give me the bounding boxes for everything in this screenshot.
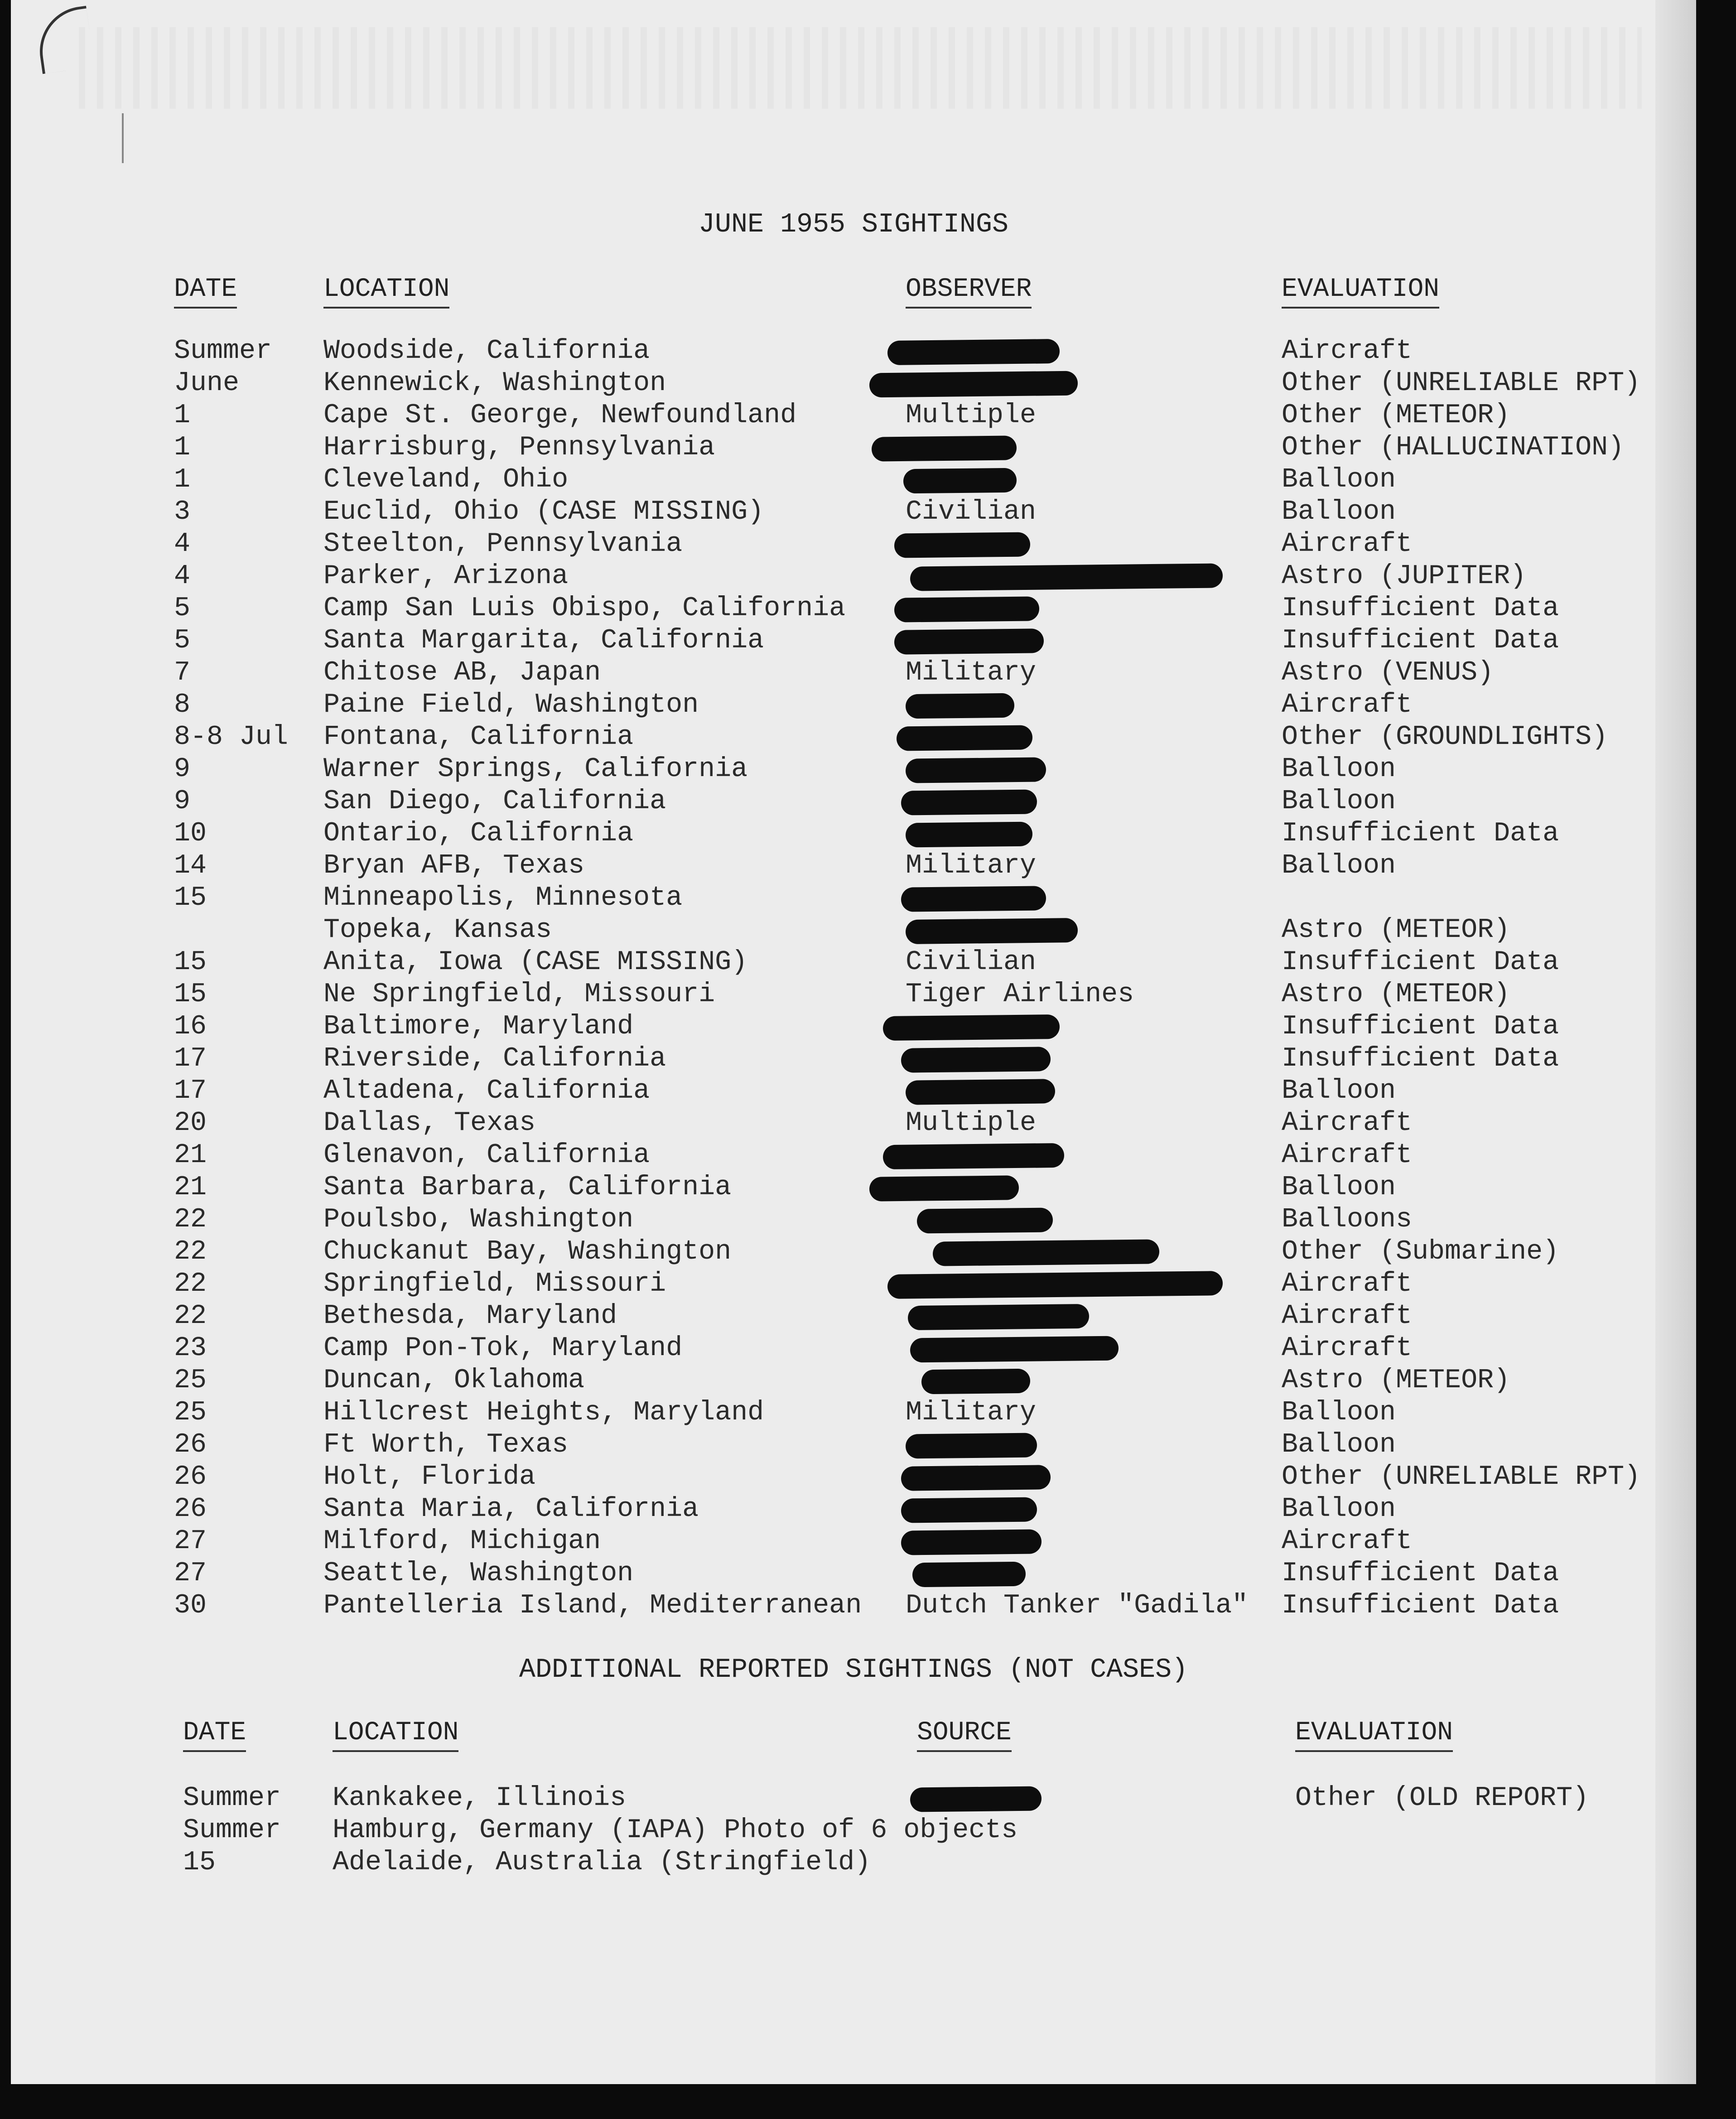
row-location: Duncan, Oklahoma <box>323 1365 585 1396</box>
row-location: Ontario, California <box>323 818 634 849</box>
row-evaluation: Balloon <box>1282 464 1396 495</box>
row-location: Camp Pon-Tok, Maryland <box>323 1333 683 1364</box>
table-row <box>11 1204 1696 1236</box>
row-location: Cape St. George, Newfoundland <box>323 400 797 431</box>
row-evaluation: Balloon <box>1282 786 1396 817</box>
table-row <box>11 593 1696 625</box>
row-observer: Multiple <box>906 400 1037 431</box>
redaction-bar <box>901 1465 1051 1491</box>
row-date: 26 <box>174 1429 207 1460</box>
row-date: 21 <box>174 1172 207 1203</box>
row-date: 1 <box>174 464 191 495</box>
row-date: 26 <box>174 1462 207 1492</box>
table-row <box>11 882 1696 914</box>
table-row <box>11 1590 1696 1622</box>
table-row <box>11 335 1696 367</box>
row-date: 21 <box>174 1140 207 1171</box>
row-evaluation: Aircraft <box>1282 529 1413 560</box>
row-evaluation: Insufficient Data <box>1282 1590 1559 1621</box>
redaction-bar <box>906 918 1078 944</box>
row-location: Santa Barbara, California <box>323 1172 732 1203</box>
row-location: Topeka, Kansas <box>323 915 552 946</box>
table-row <box>11 1782 1696 1815</box>
row-evaluation: Balloon <box>1282 1076 1396 1106</box>
row-location: Euclid, Ohio (CASE MISSING) <box>323 497 764 527</box>
scan-border <box>0 2084 1736 2119</box>
table-row <box>11 1139 1696 1172</box>
row-location: Ne Springfield, Missouri <box>323 979 715 1010</box>
row-location: Kennewick, Washington <box>323 368 666 399</box>
table-row <box>11 689 1696 721</box>
row-evaluation: Balloon <box>1282 497 1396 527</box>
row-location: Minneapolis, Minnesota <box>323 883 683 913</box>
table-row <box>11 1332 1696 1365</box>
row-evaluation: Aircraft <box>1282 1140 1413 1171</box>
redaction-bar <box>869 371 1078 398</box>
row-evaluation: Balloon <box>1282 850 1396 881</box>
row-date: 15 <box>174 883 207 913</box>
redaction-bar <box>908 1304 1090 1330</box>
row-evaluation: Balloon <box>1282 1429 1396 1460</box>
row-evaluation: Aircraft <box>1282 690 1413 720</box>
row-location: Altadena, California <box>323 1076 650 1106</box>
table-row <box>11 1493 1696 1525</box>
row-location: Camp San Luis Obispo, California <box>323 593 846 624</box>
row-location: Glenavon, California <box>323 1140 650 1171</box>
table-row <box>11 1558 1696 1590</box>
table-row <box>11 496 1696 528</box>
row-location: Warner Springs, California <box>323 754 748 785</box>
row-location: Paine Field, Washington <box>323 690 699 720</box>
table-row <box>11 1461 1696 1493</box>
row-date: 15 <box>174 979 207 1010</box>
row-evaluation: Insufficient Data <box>1282 625 1559 656</box>
row-date: 25 <box>174 1365 207 1396</box>
row-date: 5 <box>174 625 191 656</box>
table-row <box>11 1815 1696 1847</box>
table-row <box>11 753 1696 786</box>
row-location: Holt, Florida <box>323 1462 536 1492</box>
table-row <box>11 1268 1696 1300</box>
row-date: Summer <box>183 1783 281 1814</box>
row-date: 17 <box>174 1043 207 1074</box>
row-evaluation: Other (GROUNDLIGHTS) <box>1282 722 1608 753</box>
redaction-bar <box>897 725 1033 751</box>
redaction-bar <box>901 1529 1042 1555</box>
row-location: Hillcrest Heights, Maryland <box>323 1397 764 1428</box>
table-row <box>11 1172 1696 1204</box>
row-location: Chuckanut Bay, Washington <box>323 1236 732 1267</box>
row-location: Springfield, Missouri <box>323 1269 666 1299</box>
table-row <box>11 1107 1696 1139</box>
row-evaluation: Balloon <box>1282 1494 1396 1525</box>
row-date: 20 <box>174 1108 207 1139</box>
row-location: Pantelleria Island, Mediterranean <box>323 1590 862 1621</box>
row-date: 15 <box>183 1847 216 1878</box>
row-date: Summer <box>174 336 272 367</box>
table-row <box>11 979 1696 1011</box>
table-row <box>11 464 1696 496</box>
row-date: 15 <box>174 947 207 978</box>
document-page <box>11 0 1696 2084</box>
row-date: 22 <box>174 1301 207 1332</box>
margin-tick-mark <box>122 113 124 163</box>
row-evaluation: Insufficient Data <box>1282 1558 1559 1589</box>
row-date: June <box>174 368 240 399</box>
header-location: LOCATION <box>323 275 449 309</box>
row-evaluation: Aircraft <box>1282 1526 1413 1557</box>
row-evaluation: Balloon <box>1282 1397 1396 1428</box>
redaction-bar <box>910 1336 1119 1363</box>
row-observer: Military <box>906 850 1037 881</box>
row-location: Adelaide, Australia (Stringfield) <box>333 1847 871 1878</box>
row-evaluation: Aircraft <box>1282 1108 1413 1139</box>
row-evaluation: Insufficient Data <box>1282 1011 1559 1042</box>
table-row <box>11 560 1696 593</box>
redaction-bar <box>894 628 1044 654</box>
row-date: 4 <box>174 529 191 560</box>
redaction-bar <box>906 1079 1056 1105</box>
row-date: 25 <box>174 1397 207 1428</box>
row-date: 14 <box>174 850 207 881</box>
row-location: Parker, Arizona <box>323 561 569 592</box>
row-evaluation: Other (UNRELIABLE RPT) <box>1282 1462 1641 1492</box>
redaction-bar <box>933 1239 1160 1266</box>
page-title: JUNE 1955 SIGHTINGS <box>698 209 1009 240</box>
row-evaluation: Other (METEOR) <box>1282 400 1510 431</box>
table-row <box>11 1365 1696 1397</box>
row-date: 22 <box>174 1269 207 1299</box>
row-location: Chitose AB, Japan <box>323 657 601 688</box>
row-location: Seattle, Washington <box>323 1558 634 1589</box>
row-location: Anita, Iowa (CASE MISSING) <box>323 947 748 978</box>
row-evaluation: Insufficient Data <box>1282 947 1559 978</box>
row-location: San Diego, California <box>323 786 666 817</box>
row-observer: Tiger Airlines <box>906 979 1134 1010</box>
row-location: Dallas, Texas <box>323 1108 536 1139</box>
row-date: 8 <box>174 690 191 720</box>
row-date: 1 <box>174 400 191 431</box>
redaction-bar <box>921 1369 1031 1395</box>
table-row <box>11 1847 1696 1879</box>
row-date: 30 <box>174 1590 207 1621</box>
table-row <box>11 367 1696 400</box>
table-row <box>11 1429 1696 1461</box>
redaction-bar <box>910 563 1223 591</box>
header-date: DATE <box>174 275 237 309</box>
row-location: Hamburg, Germany (IAPA) Photo of 6 objects <box>333 1815 1018 1846</box>
row-location: Fontana, California <box>323 722 634 753</box>
table-row <box>11 914 1696 946</box>
redaction-bar <box>894 596 1040 622</box>
table-row <box>11 400 1696 432</box>
row-date: 22 <box>174 1204 207 1235</box>
row-date: 1 <box>174 432 191 463</box>
additional-header-date: DATE <box>183 1718 246 1752</box>
row-evaluation: Insufficient Data <box>1282 818 1559 849</box>
row-evaluation: Aircraft <box>1282 1301 1413 1332</box>
redaction-bar <box>917 1207 1053 1233</box>
table-row <box>11 528 1696 560</box>
row-evaluation: Insufficient Data <box>1282 593 1559 624</box>
table-row <box>11 721 1696 753</box>
row-evaluation: Insufficient Data <box>1282 1043 1559 1074</box>
row-evaluation: Astro (METEOR) <box>1282 979 1510 1010</box>
table-row <box>11 1397 1696 1429</box>
row-date: Summer <box>183 1815 281 1846</box>
row-location: Ft Worth, Texas <box>323 1429 569 1460</box>
row-location: Harrisburg, Pennsylvania <box>323 432 715 463</box>
redaction-bar <box>906 1433 1037 1458</box>
table-row <box>11 1075 1696 1107</box>
row-date: 10 <box>174 818 207 849</box>
table-row <box>11 625 1696 657</box>
row-date: 26 <box>174 1494 207 1525</box>
table-row <box>11 1525 1696 1558</box>
row-evaluation: Astro (JUPITER) <box>1282 561 1527 592</box>
redaction-bar <box>906 693 1015 719</box>
row-location: Baltimore, Maryland <box>323 1011 634 1042</box>
row-evaluation: Astro (METEOR) <box>1282 915 1510 946</box>
row-location: Woodside, California <box>323 336 650 367</box>
redaction-bar <box>887 1271 1223 1299</box>
row-location: Cleveland, Ohio <box>323 464 569 495</box>
row-evaluation: Astro (METEOR) <box>1282 1365 1510 1396</box>
row-location: Bethesda, Maryland <box>323 1301 617 1332</box>
row-evaluation: Other (OLD REPORT) <box>1295 1783 1589 1814</box>
additional-header-source: SOURCE <box>917 1718 1012 1752</box>
redaction-bar <box>901 789 1037 815</box>
table-row <box>11 657 1696 689</box>
redaction-bar <box>869 1175 1019 1201</box>
redaction-bar <box>910 1786 1042 1812</box>
row-observer: Military <box>906 1397 1037 1428</box>
row-date: 9 <box>174 786 191 817</box>
table-row <box>11 850 1696 882</box>
row-location: Riverside, California <box>323 1043 666 1074</box>
table-row <box>11 1236 1696 1268</box>
additional-header-location: LOCATION <box>333 1718 458 1752</box>
table-row <box>11 818 1696 850</box>
row-date: 9 <box>174 754 191 785</box>
row-evaluation: Balloons <box>1282 1204 1413 1235</box>
row-observer: Civilian <box>906 497 1037 527</box>
row-evaluation: Other (HALLUCINATION) <box>1282 432 1625 463</box>
row-date: 16 <box>174 1011 207 1042</box>
row-date: 7 <box>174 657 191 688</box>
corner-scan-mark <box>34 6 95 74</box>
row-observer: Civilian <box>906 947 1037 978</box>
row-location: Poulsbo, Washington <box>323 1204 634 1235</box>
row-date: 27 <box>174 1558 207 1589</box>
table-row <box>11 432 1696 464</box>
row-evaluation: Balloon <box>1282 1172 1396 1203</box>
redaction-bar <box>894 532 1031 558</box>
row-evaluation: Balloon <box>1282 754 1396 785</box>
additional-header-evaluation: EVALUATION <box>1295 1718 1453 1752</box>
row-location: Milford, Michigan <box>323 1526 601 1557</box>
row-evaluation: Aircraft <box>1282 1333 1413 1364</box>
header-observer: OBSERVER <box>906 275 1032 309</box>
row-date: 27 <box>174 1526 207 1557</box>
table-row <box>11 1011 1696 1043</box>
table-row <box>11 946 1696 979</box>
redaction-bar <box>872 435 1017 461</box>
table-row <box>11 786 1696 818</box>
redaction-bar <box>887 339 1060 365</box>
row-evaluation: Aircraft <box>1282 1269 1413 1299</box>
row-observer: Military <box>906 657 1037 688</box>
header-evaluation: EVALUATION <box>1282 275 1439 309</box>
redaction-bar <box>903 468 1017 494</box>
redaction-bar <box>906 822 1033 848</box>
row-location: Santa Maria, California <box>323 1494 699 1525</box>
table-row <box>11 1043 1696 1075</box>
row-location: Steelton, Pennsylvania <box>323 529 683 560</box>
row-observer: Multiple <box>906 1108 1037 1139</box>
redaction-bar <box>901 1497 1037 1523</box>
redaction-bar <box>883 1143 1065 1169</box>
row-evaluation: Aircraft <box>1282 336 1413 367</box>
row-observer: Dutch Tanker "Gadila" <box>906 1590 1249 1621</box>
row-date: 5 <box>174 593 191 624</box>
row-evaluation: Other (UNRELIABLE RPT) <box>1282 368 1641 399</box>
row-date: 3 <box>174 497 191 527</box>
row-location: Kankakee, Illinois <box>333 1783 627 1814</box>
row-evaluation: Other (Submarine) <box>1282 1236 1559 1267</box>
row-date: 8-8 Jul <box>174 722 289 753</box>
additional-section-title: ADDITIONAL REPORTED SIGHTINGS (NOT CASES) <box>519 1655 1188 1685</box>
row-location: Santa Margarita, California <box>323 625 764 656</box>
redaction-bar <box>901 1047 1051 1072</box>
redaction-bar <box>901 886 1046 912</box>
row-date: 17 <box>174 1076 207 1106</box>
row-date: 4 <box>174 561 191 592</box>
row-date: 22 <box>174 1236 207 1267</box>
row-evaluation: Astro (VENUS) <box>1282 657 1494 688</box>
redaction-bar <box>883 1014 1060 1041</box>
redaction-bar <box>906 757 1046 783</box>
redaction-bar <box>912 1562 1026 1588</box>
row-location: Bryan AFB, Texas <box>323 850 585 881</box>
row-date: 23 <box>174 1333 207 1364</box>
table-row <box>11 1300 1696 1332</box>
